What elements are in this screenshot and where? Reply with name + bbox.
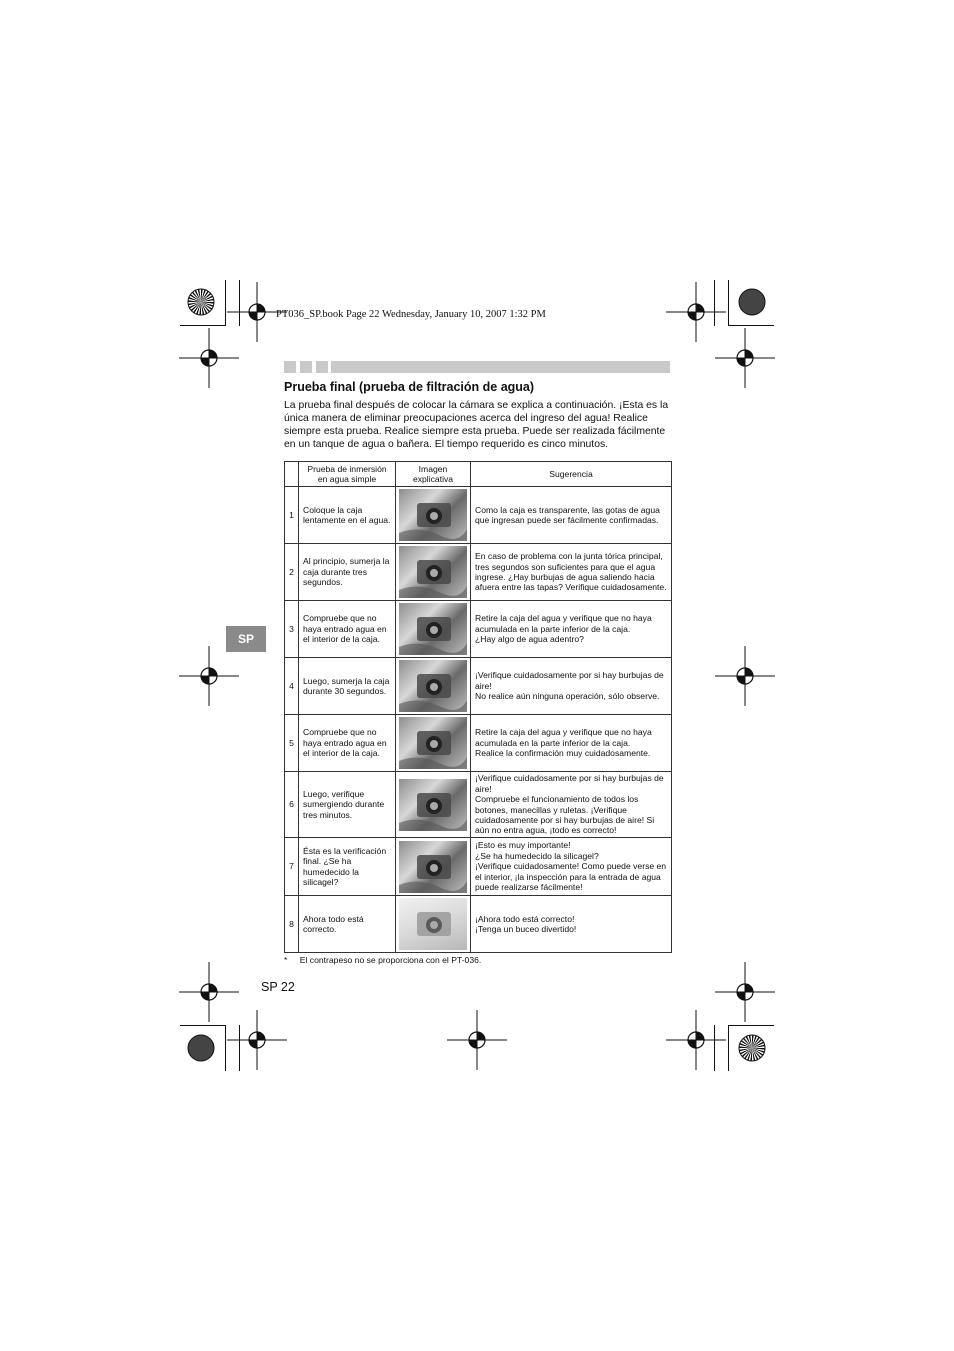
step-number: 7 — [285, 838, 299, 896]
starburst-target-icon — [187, 288, 215, 321]
step-tip — [471, 715, 672, 772]
camera-housing-photo-icon — [399, 779, 467, 831]
section-title: Prueba final (prueba de filtración de agua) — [284, 380, 535, 394]
book-file-header: PT036_SP.book Page 22 Wednesday, January 10, 2007 1:32 PM — [276, 309, 546, 320]
tip-line: Como la caja es transparente, las gotas de agua que ingresan puede ser fácilmente confirmadas. — [475, 504, 660, 525]
section-bar-square — [316, 361, 328, 373]
tip-line: Retire la caja del agua y verifique que no haya acumulada en la parte inferior de la caja. — [475, 727, 652, 748]
header-tip: Sugerencia — [471, 462, 672, 487]
step-instruction: Coloque la caja lentamente en el agua. — [299, 487, 396, 544]
step-number: 2 — [285, 544, 299, 601]
camera-housing-photo-icon — [399, 603, 467, 655]
tip-line: ¡Verifique cuidadosamente por si hay burbujas de aire! — [475, 773, 664, 794]
registration-target-icon — [179, 328, 239, 393]
camera-housing-photo-icon — [399, 898, 467, 950]
camera-housing-photo-icon — [399, 660, 467, 712]
tip-line: ¿Hay algo de agua adentro? — [475, 634, 584, 645]
step-image — [396, 544, 471, 601]
step-number: 8 — [285, 896, 299, 953]
step-instruction: Compruebe que no haya entrado agua en el interior de la caja. — [299, 601, 396, 658]
page-number: SP 22 — [261, 980, 295, 994]
tip-line: ¡Verifique cuidadosamente por si hay burbujas de aire! — [475, 670, 664, 691]
step-number: 4 — [285, 658, 299, 715]
step-instruction: Ésta es la verificación final. ¿Se ha humedecido la silicagel? — [299, 838, 396, 896]
registration-target-icon — [666, 1010, 726, 1075]
step-tip — [471, 838, 672, 896]
crop-mark — [728, 1025, 774, 1026]
tip-line: ¡Tenga un buceo divertido! — [475, 924, 577, 934]
crop-mark — [714, 280, 715, 326]
camera-housing-photo-icon — [399, 717, 467, 769]
footnote-text: El contrapeso no se proporciona con el PT-036. — [299, 955, 482, 965]
table-header-row — [285, 462, 672, 487]
table-row — [285, 772, 672, 838]
camera-housing-photo-icon — [399, 546, 467, 598]
step-tip — [471, 658, 672, 715]
step-image — [396, 658, 471, 715]
step-tip — [471, 487, 672, 544]
registration-target-icon — [227, 1010, 287, 1075]
tip-line: ¡Verifique cuidadosamente! Como puede verse en el interior, ¡la inspección para la entrada de agua puede realizarse fácilmente! — [475, 861, 667, 893]
step-number: 5 — [285, 715, 299, 772]
crop-mark — [180, 325, 226, 326]
table-row — [285, 544, 672, 601]
section-bar-square — [284, 361, 296, 373]
step-instruction: Luego, verifique sumergiendo durante tres minutos. — [299, 772, 396, 838]
crop-mark — [728, 280, 729, 326]
camera-housing-photo-icon — [399, 841, 467, 893]
language-tab: SP — [226, 626, 266, 652]
step-image — [396, 772, 471, 838]
step-instruction: Al principio, sumerja la caja durante tres segundos. — [299, 544, 396, 601]
table-row — [285, 838, 672, 896]
table-row — [285, 487, 672, 544]
crop-mark — [239, 280, 240, 326]
tip-line: Realice la confirmación muy cuidadosamente. — [475, 748, 651, 759]
tip-line: ¡Ahora todo está correcto! — [475, 913, 575, 924]
crop-mark — [225, 1025, 226, 1071]
registration-target-icon — [447, 1010, 507, 1075]
color-patch-icon — [187, 1034, 215, 1067]
step-tip — [471, 772, 672, 838]
section-bar-square — [300, 361, 312, 373]
table-row — [285, 601, 672, 658]
step-instruction: Compruebe que no haya entrado agua en el interior de la caja. — [299, 715, 396, 772]
intro-paragraph: La prueba final después de colocar la cámara se explica a continuación. ¡Esta es la única manera de eliminar preocupaciones acerca del ingreso del agua! Realice siempre esta prueba. Realice siempre esta prueba. Puede ser realizada fácilmente en un tanque de agua o bañera. El tiempo requerido es cinco minutos. — [284, 400, 669, 450]
step-tip — [471, 544, 672, 601]
tip-line: ¡Esto es muy importante! — [475, 840, 571, 851]
immersion-test-table — [284, 461, 672, 953]
step-image — [396, 896, 471, 953]
step-number: 3 — [285, 601, 299, 658]
step-instruction: Luego, sumerja la caja durante 30 segundos. — [299, 658, 396, 715]
registration-target-icon — [179, 646, 239, 711]
tip-line: ¿Se ha humedecido la silicagel? — [475, 850, 599, 861]
step-tip — [471, 601, 672, 658]
footnote — [284, 955, 481, 965]
header-num — [285, 462, 299, 487]
crop-mark — [728, 325, 774, 326]
starburst-target-icon — [738, 1034, 766, 1067]
step-number: 6 — [285, 772, 299, 838]
table-row — [285, 658, 672, 715]
color-patch-icon — [738, 288, 766, 321]
tip-line: En caso de problema con la junta tórica principal, tres segundos son suficientes para que el agua ingrese. ¿Hay burbujas de agua saliendo hacia afuera entre las tapas? Verifique cuidadosamente. — [475, 551, 667, 593]
registration-target-icon — [715, 646, 775, 711]
tip-line: Compruebe el funcionamiento de todos los botones, manecillas y ruletas. ¡Verifique cuidadosamente por si hay burbujas de aire! Si aún no entra agua, ¡todo es correcto! — [475, 794, 655, 836]
registration-target-icon — [715, 328, 775, 393]
crop-mark — [728, 1025, 729, 1071]
header-image: Imagen explicativa — [396, 462, 471, 487]
step-image — [396, 601, 471, 658]
tip-line: No realice aún ninguna operación, sólo observe. — [475, 691, 660, 702]
section-bar — [331, 361, 670, 373]
step-instruction: Ahora todo está correcto. — [299, 896, 396, 953]
step-number: 1 — [285, 487, 299, 544]
step-image — [396, 838, 471, 896]
crop-mark — [225, 280, 226, 326]
crop-mark — [180, 1025, 226, 1026]
footnote-star: * — [284, 955, 288, 965]
crop-mark — [239, 1025, 240, 1071]
step-image — [396, 487, 471, 544]
camera-housing-photo-icon — [399, 489, 467, 541]
step-image — [396, 715, 471, 772]
step-tip — [471, 896, 672, 953]
crop-mark — [714, 1025, 715, 1071]
tip-line: Retire la caja del agua y verifique que no haya acumulada en la parte inferior de la caja. — [475, 613, 652, 634]
table-row — [285, 896, 672, 953]
header-step: Prueba de inmersión en agua simple — [299, 462, 396, 487]
table-row — [285, 715, 672, 772]
